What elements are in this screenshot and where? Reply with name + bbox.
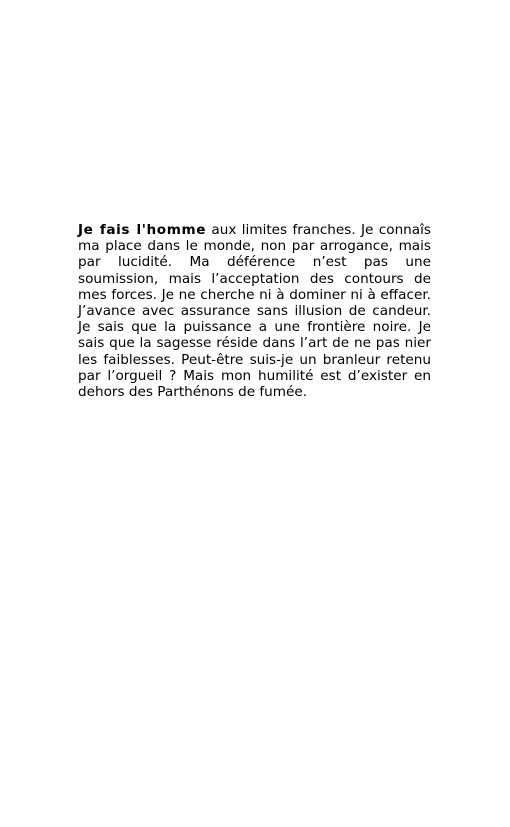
lead-phrase: Je fais l'homme: [78, 222, 207, 238]
body-paragraph: [78, 222, 431, 400]
paragraph-text: aux limites franches. Je connaîs ma place dans le monde, non par arrogance, mais par lucidité. Ma déférence n’est pas une soumission, mais l’acceptation des contours de mes forces. Je ne cherche ni à dominer ni à effacer. J’avance avec assurance sans illusion de candeur. Je sais que la puissance a une frontière noire. Je sais que la sagesse réside dans l’art de ne pas nier les faiblesses. Peut-être suis-je un branleur retenu par l’orgueil ? Mais mon humilité est d’exister en dehors des Parthénons de fumée.: [78, 222, 431, 401]
